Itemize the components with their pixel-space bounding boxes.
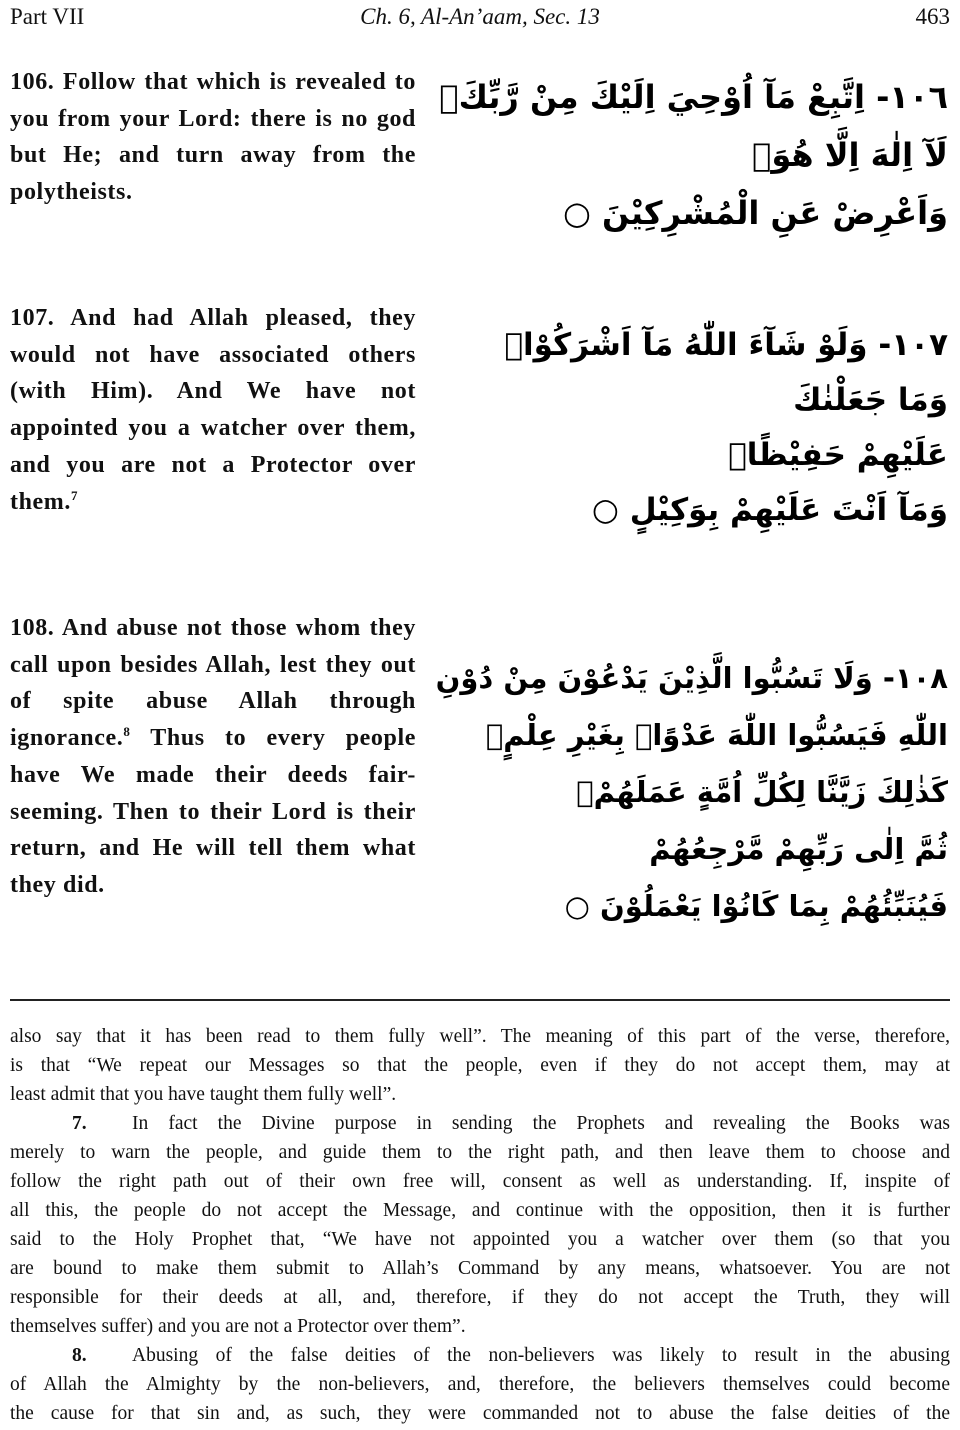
- chapter-title: Ch. 6, Al-An’aam, Sec. 13: [360, 4, 600, 29]
- arabic-line: ١٠٦- اِتَّبِعْ مَآ اُوْحِيَ اِلَيْكَ مِنْ رَّبِّكَۚ: [439, 78, 948, 116]
- arabic-line: لَآ اِلٰهَ اِلَّا هُوَۚ: [752, 136, 948, 174]
- page-header: [10, 4, 950, 34]
- footnote-8-first-line: [10, 1341, 950, 1370]
- arabic-line: كَذٰلِكَ زَيَّنَّا لِكُلِّ اُمَّةٍ عَمَلَهُمْۖ: [576, 775, 948, 809]
- footnote-line: responsible for their deeds at all, and, therefore, if they do not accept the Truth, they will: [10, 1287, 950, 1308]
- verse-108-arabic: [436, 650, 948, 935]
- arabic-line: ١٠٧- وَلَوْ شَآءَ اللّٰهُ مَآ اَشْرَكُوْاۗ: [504, 327, 948, 363]
- part-label: Part VII: [10, 4, 85, 29]
- footnote-7-first-line: [10, 1109, 950, 1138]
- footnote-line: themselves suffer) and you are not a Protector over them”.: [10, 1316, 466, 1337]
- footnote-line: follow the right path out of their own free will, consent as well as understanding. If, inspite of: [10, 1171, 950, 1192]
- verse-107-text: 107. And had Allah pleased, they would not have associated others (with Him). And We have not appointed you a watcher over them, and you are not a Protector over them.: [10, 305, 416, 515]
- arabic-line: وَمَآ اَنْتَ عَلَيْهِمْ بِوَكِيْلٍ ○: [591, 492, 948, 528]
- arabic-line: ١٠٨- وَلَا تَسُبُّوا الَّذِيْنَ يَدْعُوْنَ مِنْ دُوْنِ: [435, 661, 948, 695]
- footnote-line: Abusing of the false deities of the non-believers was likely to result in the abusing: [132, 1345, 950, 1366]
- verse-107-translation: [10, 300, 416, 520]
- footnote-ref-7: 7: [70, 487, 79, 503]
- verse-108-text-before: 108. And abuse not those whom they call upon besides Allah, lest they out of spite abuse Allah through ignorance.: [10, 615, 416, 752]
- footnote-line: is that “We repeat our Messages so that the people, even if they do not accept them, may at: [10, 1055, 950, 1076]
- footnote-line: are bound to make them submit to Allah’s Command by any means, whatsoever. You are not: [10, 1258, 950, 1279]
- footnotes-section: [10, 1022, 950, 1428]
- footnote-divider: [10, 999, 950, 1001]
- arabic-line: فَيُنَبِّئُهُمْ بِمَا كَانُوْا يَعْمَلُوْنَ ○: [564, 889, 948, 923]
- footnote-line: merely to warn the people, and guide them to the right path, and then leave them to choose and: [10, 1142, 950, 1163]
- footnote-line: all this, the people do not accept the Message, and continue with the opposition, then it is further: [10, 1200, 950, 1221]
- verse-108-text-after: Thus to every people have We made their deeds fair-seeming. Then to their Lord is their return, and He will tell them what they did.: [10, 725, 416, 898]
- page-number: 463: [915, 4, 950, 29]
- arabic-line: وَاَعْرِضْ عَنِ الْمُشْرِكِيْنَ ○: [562, 194, 948, 232]
- footnote-line: least admit that you have taught them fully well”.: [10, 1084, 397, 1105]
- footnote-line: also say that it has been read to them fully well”. The meaning of this part of the verse, therefore,: [10, 1026, 950, 1047]
- footnote-line: said to the Holy Prophet that, “We have not appointed you a watcher over them (so that you: [10, 1229, 950, 1250]
- footnote-line: of Allah the Almighty by the non-believers, and, therefore, the believers themselves could become: [10, 1374, 950, 1395]
- arabic-line: ثُمَّ اِلٰى رَبِّهِمْ مَّرْجِعُهُمْ: [649, 832, 948, 866]
- verse-106-translation: 106. Follow that which is revealed to you from your Lord: there is no god but He; and turn away from the polytheists.: [10, 69, 416, 206]
- verse-107-arabic: [504, 318, 948, 538]
- verse-108-translation: [10, 610, 416, 904]
- arabic-line: اللّٰهِ فَيَسُبُّوا اللّٰهَ عَدْوًاۢ بِغَيْرِ عِلْمٍۗ: [485, 718, 948, 752]
- footnote-7-number: 7.: [72, 1113, 87, 1134]
- footnote-line: In fact the Divine purpose in sending the Prophets and revealing the Books was: [132, 1113, 950, 1134]
- verse-106-arabic: [439, 68, 948, 242]
- footnote-line: the cause for that sin and, as such, they were commanded not to abuse the false deities of the: [10, 1403, 950, 1424]
- footnote-8-number: 8.: [72, 1345, 87, 1366]
- arabic-line: وَمَا جَعَلْنٰكَ: [793, 382, 948, 418]
- footnote-ref-8: 8: [123, 724, 131, 740]
- arabic-line: عَلَيْهِمْ حَفِيْظًاۚ: [728, 437, 948, 473]
